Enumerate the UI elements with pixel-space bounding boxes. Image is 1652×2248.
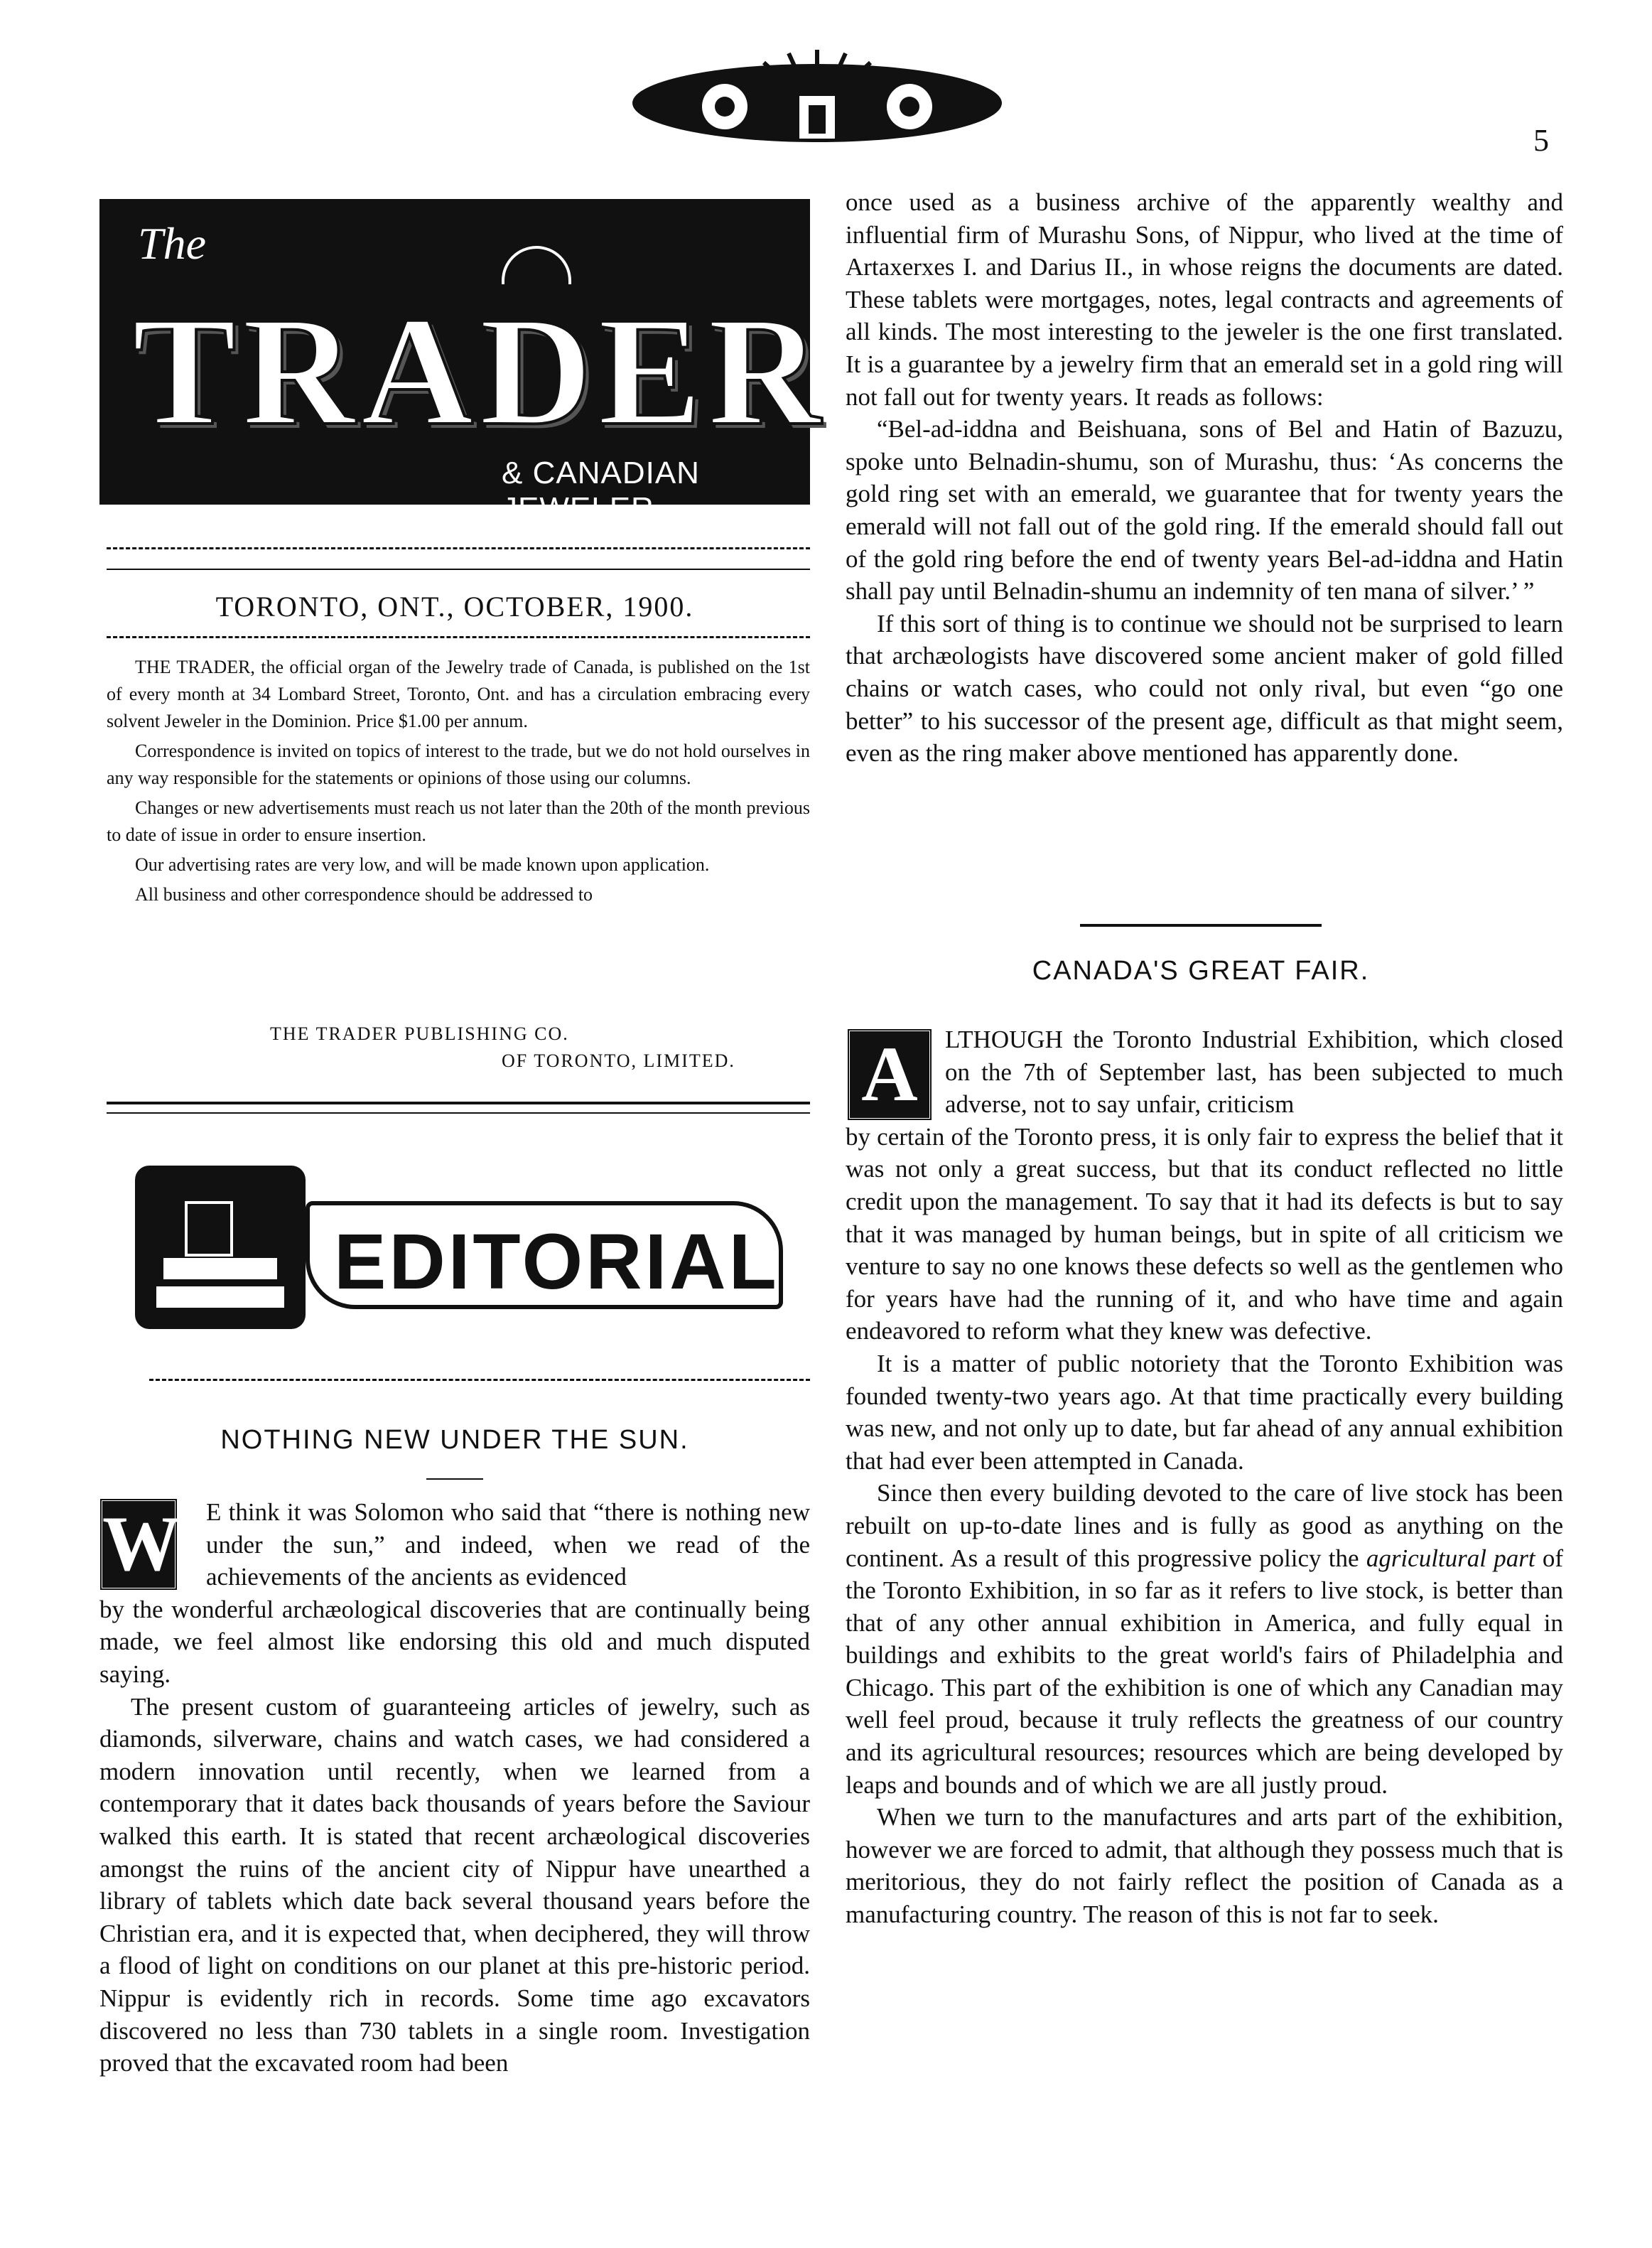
divider xyxy=(107,1112,810,1114)
notice-paragraph: THE TRADER, the official organ of the Jewelry trade of Canada, is published on the 1st of every month at 34 Lombard Street, Toronto, Ont. and has a circulation embracing every solvent Jeweler in the Dominion. Price $1.00 per annum. xyxy=(107,657,810,731)
divider xyxy=(426,1478,483,1480)
quoted-tablet: “Bel-ad-iddna and Beishuana, sons of Bel and Hatin of Bazuzu, spoke unto Belnadin-shumu, son of Murashu, thus: ‘As concerns the gold ring set with an emerald, we guarantee that for twenty years the emerald will not fall out of the gold ring. If the emerald should fall out of the gold ring before the end of twenty years Bel-ad-iddna and Hatin shall pay until Belnadin-shumu an indemnity of ten mana of silver.’ ” xyxy=(846,415,1563,606)
divider xyxy=(107,547,810,549)
text-run: of the Toronto Exhibition, in so far as it refers to live stock, is better than that of any other annual exhibition in America, and fully equal in buildings and exhibits to the great world's fairs of Philadelphia and Chicago. This part of the exhibition is one of which any Canadian may well feel proud, because it truly reflects the greatness of our country and its agricultural resources; resources which are being developed by leaps and bounds and of which we are all justly proud. xyxy=(846,1544,1563,1799)
divider xyxy=(107,1102,810,1104)
dateline: TORONTO, ONT., OCTOBER, 1900. xyxy=(215,591,694,623)
article-paragraph: once used as a business archive of the apparently wealthy and influential firm of Murashu Sons, of Nippur, who lived at the time of Artaxerxes I. and Darius II., in whose reigns the documents are dated. These tablets were mortgages, notes, legal contracts and agreements of all kinds. The most interesting to the jeweler is the one first translated. It is a guarantee by a jewelry firm that an emerald set in a gold ring will not fall out for twenty years. It reads as follows: xyxy=(846,188,1563,411)
article-paragraph: by certain of the Toronto press, it is only fair to express the belief that it was not only a great success, but that its conduct reflected no little credit upon the management. To say that it had its defects is but to say that it was managed by human beings, but in spite of all criticism we venture to say no one knows these defects so well as the gentlemen who for years have had the running of it, and who have time and again endeavored to reform what they knew was defective. xyxy=(846,1122,1563,1345)
article-heading: CANADA'S GREAT FAIR. xyxy=(1032,956,1370,986)
masthead-title: TRADER xyxy=(132,284,826,458)
notice-paragraph: Our advertising rates are very low, and will be made known upon application. xyxy=(135,854,710,875)
article-paragraph xyxy=(846,1477,1563,1801)
article-paragraph: If this sort of thing is to continue we should not be surprised to learn that archæologists have discovered some ancient maker of gold filled chains or watch cases, who could not only rival, but even “go one better” to his successor of the present age, difficult as that might seem, even as the ring maker above mentioned has apparently done. xyxy=(846,609,1563,768)
article-paragraph: LTHOUGH the Toronto Industrial Exhibition, which closed on the 7th of September last, has been subjected to much adverse, not to say unfair, criticism xyxy=(945,1026,1563,1119)
article-body-col1 xyxy=(99,1496,810,2080)
divider xyxy=(149,1379,810,1381)
divider xyxy=(107,569,810,570)
article-paragraph: E think it was Solomon who said that “there is nothing new under the sun,” and indeed, when we read of the achievements of the ancients as evidenced xyxy=(206,1498,810,1591)
publication-notice xyxy=(107,654,810,911)
drop-cap-w: W xyxy=(99,1498,178,1591)
notice-paragraph: Correspondence is invited on topics of interest to the trade, but we do not hold ourselves in any way responsible for the statements or opinions of those using our columns. xyxy=(107,741,810,788)
article-body-canada xyxy=(846,1023,1563,1931)
divider xyxy=(107,636,810,638)
notice-paragraph: All business and other correspondence should be addressed to xyxy=(135,884,593,905)
header-ornament xyxy=(618,36,1016,149)
editorial-title: EDITORIAL xyxy=(334,1218,779,1306)
masthead-subtitle: & CANADIAN JEWELER xyxy=(502,456,700,526)
article-paragraph: It is a matter of public notoriety that the Toronto Exhibition was founded twenty-two years ago. At that time practically every building was new, and not only up to date, but far ahead of any annual exhibition that had ever been attempted in Canada. xyxy=(846,1349,1563,1475)
page-number: 5 xyxy=(1533,123,1549,158)
text-run: Since then every building devoted to the care of live stock has been rebuilt on up-to-date lines and is fully as good as anything on the continent. As a result of this progressive policy the xyxy=(846,1479,1563,1572)
notice-paragraph: Changes or new advertisements must reach us not later than the 20th of the month previous to date of issue in order to ensure insertion. xyxy=(107,797,810,845)
article-paragraph: by the wonderful archæological discoveries that are continually being made, we feel almost like endorsing this old and much disputed saying. xyxy=(99,1595,810,1688)
sun-icon xyxy=(502,246,571,284)
article-paragraph: When we turn to the manufactures and arts part of the exhibition, however we are forced to admit, that although they possess much that is meritorious, they do not fairly reflect the position of Canada as a manufacturing country. The reason of this is not far to seek. xyxy=(846,1803,1563,1929)
publisher-line: THE TRADER PUBLISHING CO. xyxy=(270,1023,569,1044)
article-paragraph: The present custom of guaranteeing articles of jewelry, such as diamonds, silverware, chains and watch cases, we had considered a modern innovation until recently, when we learned from a contemporary that it dates back thousands of years before the Saviour walked this earth. It is stated that recent archæological discoveries amongst the ruins of the ancient city of Nippur have unearthed a library of tablets which date back several thousand years before the Christian era, and it is expected that, when deciphered, they will throw a flood of light on conditions on our planet at this pre-historic period. Nippur is evidently rich in records. Some time ago excavators discovered no less than 730 tablets in a single room. Investigation proved that the excavated room had been xyxy=(99,1692,810,2077)
publisher-line: OF TORONTO, LIMITED. xyxy=(502,1050,735,1071)
article-heading: NOTHING NEW UNDER THE SUN. xyxy=(220,1425,689,1455)
books-icon xyxy=(135,1166,306,1329)
editorial-banner xyxy=(121,1151,779,1336)
drop-cap-a: A xyxy=(847,1028,932,1121)
italic-run: agricultural part xyxy=(1366,1544,1535,1572)
article-body-col2 xyxy=(846,186,1563,770)
divider xyxy=(1080,924,1322,927)
masthead-logo xyxy=(99,199,826,526)
masthead-the: The xyxy=(138,218,206,269)
